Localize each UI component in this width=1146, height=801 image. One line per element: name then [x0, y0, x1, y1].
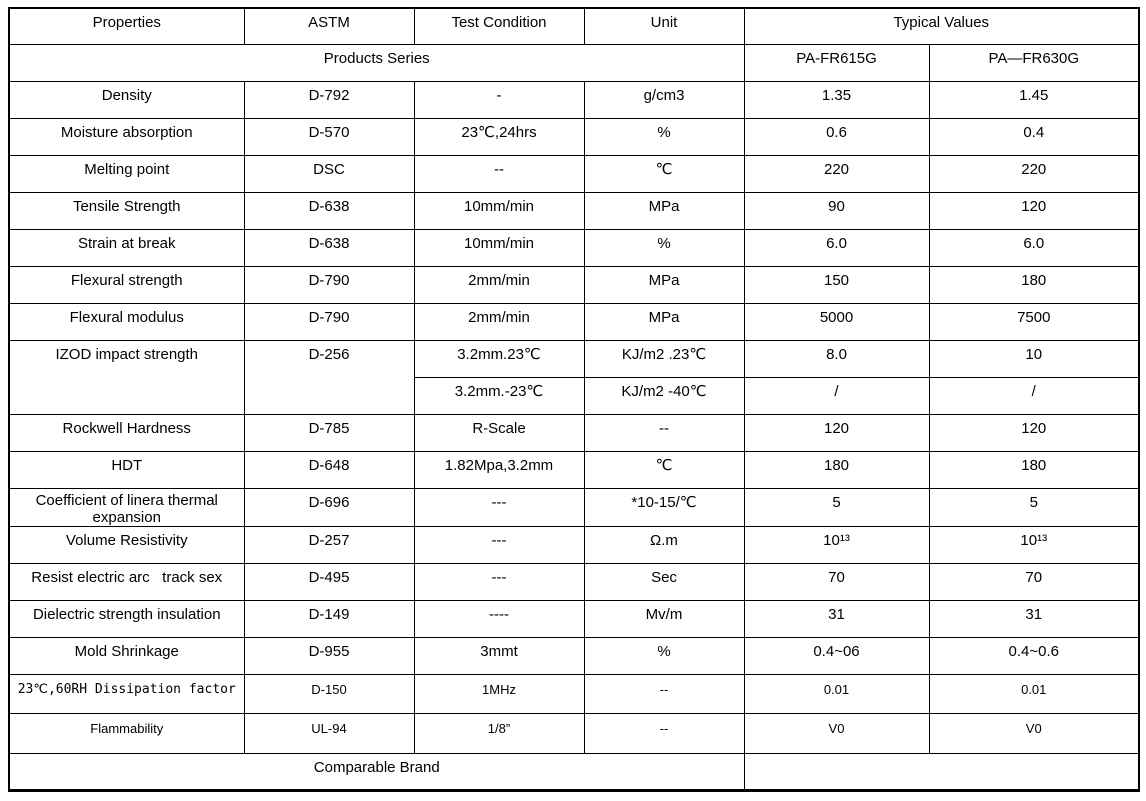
products-series-row [9, 44, 1139, 81]
unit-cell: % [584, 118, 744, 155]
astm-cell: D-638 [244, 192, 414, 229]
value2-cell: 7500 [929, 303, 1139, 340]
condition-cell: 2mm/min [414, 303, 584, 340]
condition-cell: 3mmt [414, 638, 584, 675]
astm-cell: D-149 [244, 601, 414, 638]
condition-cell: - [414, 81, 584, 118]
unit-cell: ℃ [584, 155, 744, 192]
table-row [9, 488, 1139, 527]
property-cell: Resist electric arc track sex [9, 564, 244, 601]
value1-cell: 70 [744, 564, 929, 601]
grade-pa-fr630g-cell: PA—FR630G [929, 44, 1139, 81]
material-properties-table [8, 7, 1140, 792]
astm-cell: D-790 [244, 266, 414, 303]
value2-cell: 70 [929, 564, 1139, 601]
condition-cell: 3.2mm.-23℃ [414, 377, 584, 414]
comparable-brand-empty-cell [744, 754, 1139, 791]
condition-cell: 10mm/min [414, 229, 584, 266]
condition-cell: --- [414, 527, 584, 564]
condition-cell: 3.2mm.23℃ [414, 340, 584, 377]
value2-cell: 10 [929, 340, 1139, 377]
comparable-brand-cell: Comparable Brand [9, 754, 744, 791]
value2-cell: 1.45 [929, 81, 1139, 118]
unit-cell: KJ/m2 .23℃ [584, 340, 744, 377]
property-cell: Rockwell Hardness [9, 414, 244, 451]
condition-cell: 23℃,24hrs [414, 118, 584, 155]
astm-cell: D-696 [244, 488, 414, 527]
unit-cell: Mv/m [584, 601, 744, 638]
value2-cell: 0.01 [929, 675, 1139, 714]
condition-cell: -- [414, 155, 584, 192]
header-astm: ASTM [244, 8, 414, 44]
value1-cell: 90 [744, 192, 929, 229]
header-row [9, 8, 1139, 44]
condition-cell: R-Scale [414, 414, 584, 451]
value1-cell: 220 [744, 155, 929, 192]
unit-cell: ℃ [584, 451, 744, 488]
value1-cell: 180 [744, 451, 929, 488]
condition-cell: 1.82Mpa,3.2mm [414, 451, 584, 488]
unit-cell: % [584, 638, 744, 675]
condition-cell: 1MHz [414, 675, 584, 714]
astm-cell: D-792 [244, 81, 414, 118]
value1-cell: 1.35 [744, 81, 929, 118]
astm-cell: D-570 [244, 118, 414, 155]
unit-cell: Ω.m [584, 527, 744, 564]
value2-cell: 10¹³ [929, 527, 1139, 564]
value2-cell: 5 [929, 488, 1139, 527]
table-row [9, 638, 1139, 675]
astm-cell: D-790 [244, 303, 414, 340]
property-cell: HDT [9, 451, 244, 488]
table-row [9, 118, 1139, 155]
value1-cell: 0.4~06 [744, 638, 929, 675]
property-cell: Melting point [9, 155, 244, 192]
value1-cell: / [744, 377, 929, 414]
value2-cell: 0.4~0.6 [929, 638, 1139, 675]
table-row [9, 527, 1139, 564]
property-cell: Flexural strength [9, 266, 244, 303]
table-row [9, 303, 1139, 340]
header-unit: Unit [584, 8, 744, 44]
unit-cell: MPa [584, 303, 744, 340]
astm-cell: D-257 [244, 527, 414, 564]
condition-cell: 1/8” [414, 714, 584, 754]
header-test-condition: Test Condition [414, 8, 584, 44]
property-cell: Strain at break [9, 229, 244, 266]
condition-cell: 10mm/min [414, 192, 584, 229]
property-cell: Tensile Strength [9, 192, 244, 229]
table-row [9, 266, 1139, 303]
table-row [9, 81, 1139, 118]
value2-cell: / [929, 377, 1139, 414]
unit-cell: MPa [584, 266, 744, 303]
header-properties: Properties [9, 8, 244, 44]
table-row [9, 451, 1139, 488]
table-row [9, 155, 1139, 192]
products-series-cell: Products Series [9, 44, 744, 81]
unit-cell: Sec [584, 564, 744, 601]
value1-cell: 5000 [744, 303, 929, 340]
value2-cell: V0 [929, 714, 1139, 754]
value2-cell: 120 [929, 414, 1139, 451]
condition-cell: 2mm/min [414, 266, 584, 303]
comparable-brand-row [9, 754, 1139, 791]
value1-cell: 6.0 [744, 229, 929, 266]
property-cell: 23℃,60RH Dissipation factor [9, 675, 244, 714]
value1-cell: 150 [744, 266, 929, 303]
value1-cell: 10¹³ [744, 527, 929, 564]
grade-pa-fr615g-cell: PA-FR615G [744, 44, 929, 81]
astm-cell: UL-94 [244, 714, 414, 754]
table-row [9, 229, 1139, 266]
izod-row-1 [9, 340, 1139, 377]
astm-cell: DSC [244, 155, 414, 192]
unit-cell: -- [584, 714, 744, 754]
property-cell: Density [9, 81, 244, 118]
table-row [9, 675, 1139, 714]
unit-cell: % [584, 229, 744, 266]
table-row [9, 414, 1139, 451]
property-cell: Flammability [9, 714, 244, 754]
value2-cell: 0.4 [929, 118, 1139, 155]
condition-cell: --- [414, 564, 584, 601]
unit-cell: -- [584, 675, 744, 714]
value1-cell: 120 [744, 414, 929, 451]
unit-cell: g/cm3 [584, 81, 744, 118]
astm-cell: D-648 [244, 451, 414, 488]
astm-cell: D-638 [244, 229, 414, 266]
property-cell: Flexural modulus [9, 303, 244, 340]
value1-cell: 5 [744, 488, 929, 527]
property-cell: Dielectric strength insulation [9, 601, 244, 638]
astm-cell: D-150 [244, 675, 414, 714]
spec-table [8, 7, 1140, 792]
value2-cell: 6.0 [929, 229, 1139, 266]
value1-cell: 0.6 [744, 118, 929, 155]
table-row [9, 564, 1139, 601]
unit-cell: MPa [584, 192, 744, 229]
value2-cell: 31 [929, 601, 1139, 638]
value2-cell: 220 [929, 155, 1139, 192]
value1-cell: 8.0 [744, 340, 929, 377]
property-cell: Moisture absorption [9, 118, 244, 155]
value1-cell: 31 [744, 601, 929, 638]
condition-cell: --- [414, 488, 584, 527]
property-cell: Mold Shrinkage [9, 638, 244, 675]
value1-cell: 0.01 [744, 675, 929, 714]
value2-cell: 180 [929, 266, 1139, 303]
value2-cell: 180 [929, 451, 1139, 488]
astm-cell: D-495 [244, 564, 414, 601]
unit-cell: -- [584, 414, 744, 451]
value1-cell: V0 [744, 714, 929, 754]
condition-cell: ---- [414, 601, 584, 638]
header-typical-values: Typical Values [744, 8, 1139, 44]
astm-cell: D-256 [244, 340, 414, 414]
unit-cell: *10-15/℃ [584, 488, 744, 527]
table-row [9, 601, 1139, 638]
property-cell: Coefficient of linera thermal expansion [9, 488, 244, 527]
value2-cell: 120 [929, 192, 1139, 229]
unit-cell: KJ/m2 -40℃ [584, 377, 744, 414]
property-cell: IZOD impact strength [9, 340, 244, 414]
table-row [9, 192, 1139, 229]
property-cell: Volume Resistivity [9, 527, 244, 564]
table-row [9, 714, 1139, 754]
astm-cell: D-785 [244, 414, 414, 451]
astm-cell: D-955 [244, 638, 414, 675]
